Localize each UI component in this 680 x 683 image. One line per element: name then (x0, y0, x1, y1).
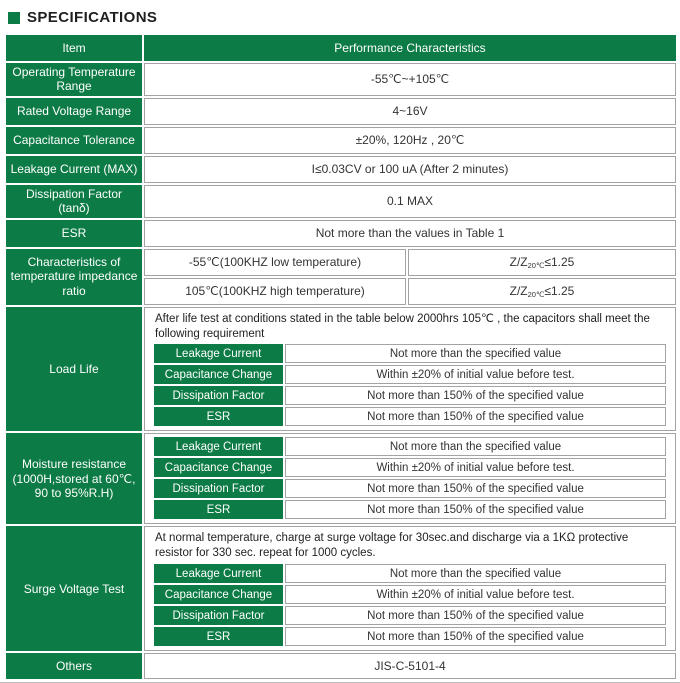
criteria-value: Not more than 150% of the specified value (285, 386, 666, 405)
item-value: JIS-C-5101-4 (144, 653, 676, 679)
item-label: Dissipation Factor (tanδ) (6, 185, 142, 218)
criteria-value: Within ±20% of initial value before test. (285, 585, 666, 604)
criteria-row (154, 407, 666, 426)
criteria-row (154, 606, 666, 625)
criteria-value: Not more than the specified value (285, 437, 666, 456)
criteria-label: ESR (154, 627, 283, 646)
header-value-cell: Performance Characteristics (144, 35, 676, 61)
ratio-suffix: ≤1.25 (544, 255, 575, 270)
item-value: 0.1 MAX (144, 185, 676, 218)
criteria-row (154, 386, 666, 405)
criteria-value: Not more than 150% of the specified value (285, 606, 666, 625)
criteria-row (154, 365, 666, 384)
criteria-value: Not more than 150% of the specified value (285, 500, 666, 519)
row-esr (6, 220, 676, 247)
criteria-value: Within ±20% of initial value before test. (285, 458, 666, 477)
criteria-label: Dissipation Factor (154, 606, 283, 625)
ratio-prefix: Z/Z (509, 284, 528, 299)
item-label: Operating Temperature Range (6, 63, 142, 96)
impedance-ratio-value (408, 249, 676, 276)
item-label: ESR (6, 220, 142, 247)
row-load-life (6, 307, 676, 432)
row-moisture-resistance (6, 433, 676, 524)
row-rated-voltage-range (6, 98, 676, 125)
criteria-label: Leakage Current (154, 437, 283, 456)
criteria-row (154, 479, 666, 498)
specifications-table (6, 35, 676, 679)
load-life-detail (144, 307, 676, 432)
ratio-subscript: 20℃ (527, 289, 545, 299)
row-temperature-impedance-ratio (6, 249, 676, 305)
item-value: I≤0.03CV or 100 uA (After 2 minutes) (144, 156, 676, 183)
criteria-row (154, 344, 666, 363)
criteria-label: ESR (154, 500, 283, 519)
criteria-label: Leakage Current (154, 344, 283, 363)
criteria-value: Not more than the specified value (285, 344, 666, 363)
criteria-row (154, 458, 666, 477)
item-label: Load Life (6, 307, 142, 432)
header-item-cell: Item (6, 35, 142, 61)
item-label: Surge Voltage Test (6, 526, 142, 651)
criteria-row (154, 627, 666, 646)
criteria-label: Leakage Current (154, 564, 283, 583)
criteria-value: Not more than 150% of the specified value (285, 479, 666, 498)
impedance-condition: 105℃(100KHZ high temperature) (144, 278, 406, 305)
row-leakage-current-max (6, 156, 676, 183)
item-value: 4~16V (144, 98, 676, 125)
ratio-suffix: ≤1.25 (544, 284, 575, 299)
impedance-condition: -55℃(100KHZ low temperature) (144, 249, 406, 276)
surge-detail (144, 526, 676, 651)
criteria-label: Dissipation Factor (154, 386, 283, 405)
load-life-description: After life test at conditions stated in the table below 2000hrs 105℃ , the capacitors shall meet the following requirement (155, 312, 650, 340)
ratio-subscript: 20℃ (527, 260, 545, 270)
section-bullet-icon (8, 12, 20, 24)
row-capacitance-tolerance (6, 127, 676, 154)
item-value: -55℃~+105℃ (144, 63, 676, 96)
item-label: Others (6, 653, 142, 679)
item-value: Not more than the values in Table 1 (144, 220, 676, 247)
impedance-ratio-value (408, 278, 676, 305)
row-dissipation-factor (6, 185, 676, 218)
moisture-detail (144, 433, 676, 524)
criteria-value: Within ±20% of initial value before test. (285, 365, 666, 384)
impedance-sub-table (144, 249, 676, 305)
criteria-label: Dissipation Factor (154, 479, 283, 498)
criteria-label: Capacitance Change (154, 365, 283, 384)
item-value: ±20%, 120Hz , 20℃ (144, 127, 676, 154)
criteria-row (154, 500, 666, 519)
criteria-value: Not more than 150% of the specified value (285, 627, 666, 646)
row-surge-voltage-test (6, 526, 676, 651)
table-header-row (6, 35, 676, 61)
row-operating-temperature-range (6, 63, 676, 96)
impedance-sub-row (144, 278, 676, 305)
surge-description: At normal temperature, charge at surge voltage for 30sec.and discharge via a 1KΩ protective resistor for 330 sec. repeat for 1000 cycles. (155, 532, 629, 560)
criteria-label: ESR (154, 407, 283, 426)
section-title-text: SPECIFICATIONS (27, 9, 158, 26)
section-title (8, 9, 676, 26)
criteria-value: Not more than the specified value (285, 564, 666, 583)
item-label: Capacitance Tolerance (6, 127, 142, 154)
item-label: Rated Voltage Range (6, 98, 142, 125)
ratio-prefix: Z/Z (509, 255, 528, 270)
impedance-sub-row (144, 249, 676, 276)
item-label: Leakage Current (MAX) (6, 156, 142, 183)
criteria-label: Capacitance Change (154, 585, 283, 604)
criteria-label: Capacitance Change (154, 458, 283, 477)
item-label: Moisture resistance (1000H,stored at 60℃, 90 to 95%R.H) (6, 433, 142, 524)
item-label: Characteristics of temperature impedance ratio (6, 249, 142, 305)
criteria-row (154, 585, 666, 604)
criteria-value: Not more than 150% of the specified value (285, 407, 666, 426)
criteria-row (154, 437, 666, 456)
criteria-row (154, 564, 666, 583)
row-others (6, 653, 676, 679)
